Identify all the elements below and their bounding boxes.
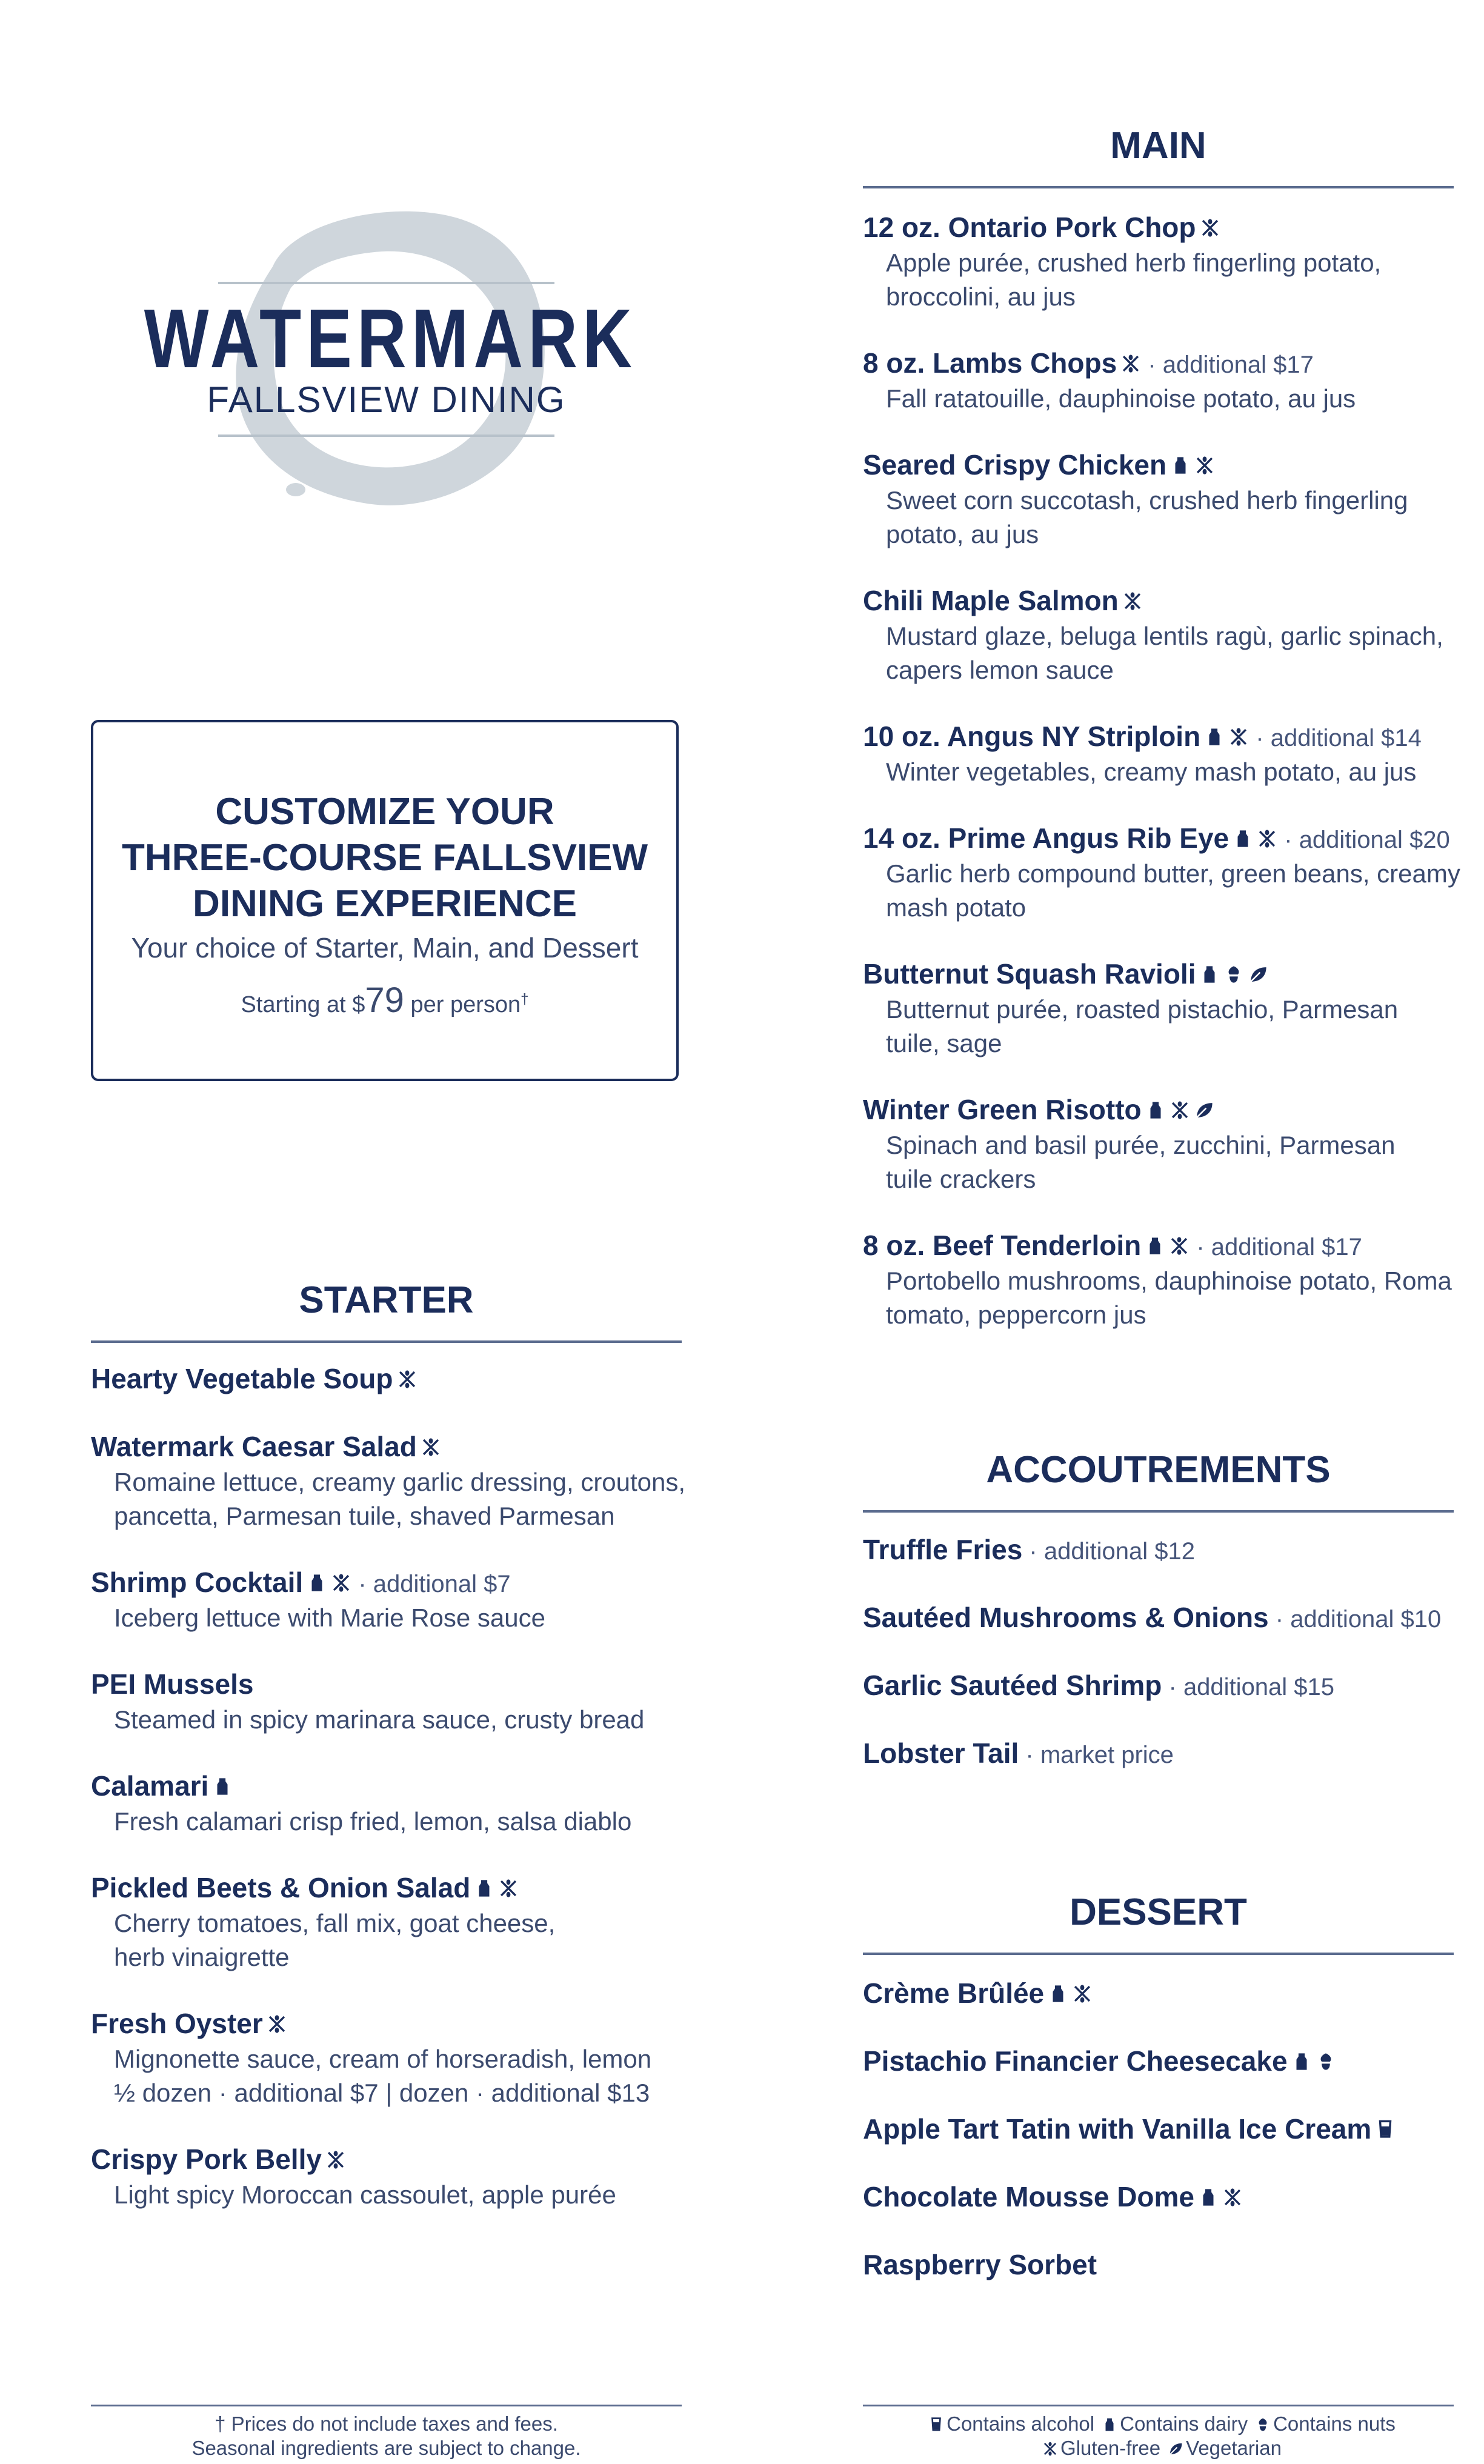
- gluten-free-icon: [267, 2008, 287, 2029]
- item-description-line: tomato, peppercorn jus: [886, 1300, 1146, 1329]
- item-description-line: tuile crackers: [886, 1165, 1036, 1193]
- item-name: Garlic Sautéed Shrimp: [863, 1670, 1162, 1701]
- dairy-icon: [1198, 2182, 1219, 2202]
- item-title-row: [91, 2007, 651, 2040]
- main-item: [863, 1093, 1396, 1196]
- gluten-free-icon: [1169, 1230, 1190, 1251]
- starter-divider: [91, 1340, 682, 1343]
- item-title-row: [91, 1566, 545, 1599]
- promo-title-line: CUSTOMIZE YOUR: [215, 791, 554, 833]
- item-price-note: · additional $7: [351, 1571, 511, 1597]
- item-description-line: potato, au jus: [886, 520, 1039, 548]
- gluten-free-icon: [1072, 1978, 1093, 1999]
- vegetarian-icon: [1248, 959, 1268, 979]
- gluten-free-icon: [397, 1364, 418, 1384]
- gluten-free-icon: [331, 1567, 351, 1588]
- gluten-free-icon: [421, 1431, 441, 1452]
- dessert-divider: [863, 1953, 1454, 1955]
- gluten-free-icon: [1228, 721, 1249, 742]
- main-item: [863, 822, 1460, 925]
- item-description: [863, 246, 1381, 314]
- starter-item: [91, 1566, 545, 1635]
- starter-item: [91, 1362, 418, 1395]
- dairy-icon: [1204, 721, 1225, 742]
- footer-note: [91, 2412, 682, 2460]
- item-title-row: [863, 1229, 1452, 1262]
- nuts-icon: [1255, 2414, 1271, 2429]
- item-name: Pickled Beets & Onion Salad: [91, 1872, 471, 1903]
- item-name: Crème Brûlée: [863, 1977, 1045, 2009]
- nuts-icon: [1223, 959, 1244, 979]
- item-name: Hearty Vegetable Soup: [91, 1363, 393, 1394]
- item-title-row: [863, 1093, 1396, 1126]
- item-title-row: [863, 957, 1398, 990]
- dairy-icon: [1199, 959, 1220, 979]
- item-description: [863, 619, 1443, 687]
- main-item: [863, 720, 1422, 789]
- item-description-line: herb vinaigrette: [114, 1943, 290, 1971]
- starter-heading: STARTER: [299, 1279, 474, 1321]
- item-description-line: Iceberg lettuce with Marie Rose sauce: [114, 1603, 546, 1632]
- item-title-row: [863, 584, 1443, 617]
- item-description: [91, 1805, 631, 1839]
- item-title-row: [863, 822, 1460, 854]
- main-divider: [863, 186, 1454, 188]
- item-name: Winter Green Risotto: [863, 1094, 1142, 1125]
- item-description: [863, 857, 1460, 925]
- item-description-line: Mustard glaze, beluga lentils ragù, garlic spinach,: [886, 622, 1443, 650]
- item-title-row: [91, 1430, 685, 1463]
- item-description: [91, 1465, 685, 1533]
- legend-label: Contains dairy: [1120, 2412, 1248, 2435]
- alcohol-icon: [1375, 2114, 1396, 2134]
- dairy-icon: [212, 1771, 233, 1791]
- main-item: [863, 584, 1443, 687]
- item-title-row: [863, 2113, 1396, 2145]
- main-item: [863, 347, 1356, 416]
- item-name: Seared Crispy Chicken: [863, 449, 1167, 481]
- item-description: [91, 2178, 616, 2212]
- item-description-line: Cherry tomatoes, fall mix, goat cheese,: [114, 1909, 556, 1937]
- item-name: Sautéed Mushrooms & Onions: [863, 1602, 1269, 1633]
- gluten-free-icon: [1257, 823, 1277, 844]
- accoutrements-item: [863, 1533, 1195, 1566]
- main-item: [863, 448, 1408, 551]
- gluten-free-icon: [1222, 2182, 1243, 2202]
- item-title-row: [863, 347, 1356, 379]
- starter-item: [91, 1770, 631, 1839]
- main-item: [863, 211, 1381, 314]
- item-description: [863, 1264, 1452, 1332]
- item-description-line: Spinach and basil purée, zucchini, Parmesan: [886, 1131, 1396, 1159]
- item-title-row: [863, 211, 1381, 244]
- item-description-line: pancetta, Parmesan tuile, shaved Parmesan: [114, 1502, 615, 1530]
- item-name: Lobster Tail: [863, 1737, 1019, 1769]
- item-description: [863, 755, 1422, 789]
- dessert-item: [863, 2045, 1336, 2077]
- item-name: Pistachio Financier Cheesecake: [863, 2045, 1288, 2077]
- item-name: 8 oz. Beef Tenderloin: [863, 1230, 1142, 1261]
- starter-item: [91, 1871, 555, 1974]
- price-mark: †: [521, 991, 529, 1008]
- item-name: Apple Tart Tatin with Vanilla Ice Cream: [863, 2113, 1372, 2145]
- item-name: Crispy Pork Belly: [91, 2143, 322, 2175]
- item-title-row: [863, 720, 1422, 753]
- vegetarian-icon: [1194, 1094, 1214, 1115]
- item-description: [863, 484, 1408, 551]
- footer-note-line: Seasonal ingredients are subject to change.: [191, 2437, 581, 2459]
- item-description-line: broccolini, au jus: [886, 282, 1076, 311]
- legend-label: Contains nuts: [1273, 2412, 1396, 2435]
- item-description: [863, 1128, 1396, 1196]
- item-description-line: tuile, sage: [886, 1029, 1002, 1057]
- item-title-row: [863, 1977, 1093, 2009]
- dietary-legend: [863, 2412, 1454, 2460]
- item-title-row: [863, 2045, 1336, 2077]
- dairy-icon: [1145, 1230, 1165, 1251]
- item-name: Shrimp Cocktail: [91, 1567, 304, 1598]
- item-description: [863, 382, 1356, 416]
- item-description-line: Apple purée, crushed herb fingerling potato,: [886, 248, 1382, 277]
- item-description: [863, 993, 1398, 1061]
- gluten-free-icon: [1042, 2438, 1058, 2454]
- starter-item: [91, 2143, 616, 2212]
- gluten-free-icon: [1200, 212, 1220, 233]
- item-price-note: · additional $17: [1141, 351, 1314, 378]
- item-title-row: [863, 2180, 1243, 2213]
- footer-right-rule: [863, 2405, 1454, 2406]
- gluten-free-icon: [325, 2144, 346, 2165]
- item-name: PEI Mussels: [91, 1668, 254, 1700]
- item-name: 14 oz. Prime Angus Rib Eye: [863, 822, 1229, 854]
- item-price-note: · additional $12: [1022, 1538, 1195, 1565]
- item-name: Chili Maple Salmon: [863, 585, 1119, 616]
- item-title-row: [91, 1770, 631, 1802]
- item-price-note: · additional $15: [1162, 1674, 1335, 1700]
- item-name: Fresh Oyster: [91, 2008, 263, 2039]
- legend-label: Contains alcohol: [947, 2412, 1095, 2435]
- item-title-row: [863, 1737, 1174, 1770]
- item-description: [91, 1703, 644, 1737]
- promo-title: [93, 789, 676, 927]
- accoutrements-heading: ACCOUTREMENTS: [986, 1449, 1331, 1491]
- dessert-item: [863, 2180, 1243, 2213]
- main-heading: MAIN: [1110, 125, 1206, 167]
- dairy-icon: [1102, 2414, 1117, 2429]
- vegetarian-icon: [1168, 2438, 1183, 2454]
- nuts-icon: [1316, 2046, 1336, 2066]
- legend-row: [863, 2436, 1454, 2460]
- item-price-note: · market price: [1019, 1742, 1174, 1768]
- dairy-icon: [1170, 450, 1191, 470]
- gluten-free-icon: [498, 1873, 519, 1893]
- price-amount: 79: [365, 981, 404, 1020]
- item-title-row: [91, 1362, 418, 1395]
- price-suffix: per person: [404, 992, 521, 1017]
- promo-box: [91, 720, 679, 1081]
- item-description-line: Mignonette sauce, cream of horseradish, lemon: [114, 2045, 652, 2073]
- item-price-note: · additional $17: [1190, 1234, 1362, 1260]
- starter-item: [91, 2007, 651, 2110]
- dairy-icon: [1145, 1094, 1166, 1115]
- item-title-row: [91, 1668, 644, 1700]
- item-title-row: [863, 1601, 1441, 1634]
- item-title-row: [91, 2143, 616, 2176]
- item-description-line: Fall ratatouille, dauphinoise potato, au jus: [886, 384, 1356, 413]
- item-name: 10 oz. Angus NY Striploin: [863, 721, 1201, 752]
- item-description-line: Romaine lettuce, creamy garlic dressing, croutons,: [114, 1468, 686, 1496]
- item-description: [91, 1601, 545, 1635]
- item-description-line: Sweet corn succotash, crushed herb fingerling: [886, 486, 1408, 514]
- item-name: Chocolate Mousse Dome: [863, 2181, 1194, 2213]
- item-description-line: ½ dozen · additional $7 | dozen · additional $13: [114, 2079, 650, 2107]
- dessert-heading: DESSERT: [1070, 1891, 1247, 1933]
- accoutrements-item: [863, 1669, 1334, 1702]
- item-name: 8 oz. Lambs Chops: [863, 347, 1117, 379]
- legend-label: Gluten-free: [1060, 2437, 1161, 2459]
- item-title-row: [863, 1669, 1334, 1702]
- item-description-line: capers lemon sauce: [886, 656, 1114, 684]
- starter-item: [91, 1430, 685, 1533]
- item-description-line: Butternut purée, roasted pistachio, Parmesan: [886, 995, 1399, 1024]
- main-item: [863, 1229, 1452, 1332]
- starter-item: [91, 1668, 644, 1737]
- item-description-line: Light spicy Moroccan cassoulet, apple purée: [114, 2180, 616, 2209]
- item-description-line: Steamed in spicy marinara sauce, crusty bread: [114, 1705, 645, 1734]
- dessert-item: [863, 2113, 1396, 2145]
- item-description: [91, 2042, 651, 2110]
- item-name: 12 oz. Ontario Pork Chop: [863, 211, 1196, 243]
- item-price-note: · additional $14: [1249, 725, 1422, 751]
- promo-price: [93, 980, 676, 1021]
- dairy-icon: [1233, 823, 1253, 844]
- promo-title-line: THREE-COURSE FALLSVIEW: [121, 837, 648, 879]
- item-name: Truffle Fries: [863, 1534, 1023, 1565]
- accoutrements-item: [863, 1601, 1441, 1634]
- gluten-free-icon: [1194, 450, 1215, 470]
- logo-subtitle: FALLSVIEW DINING: [207, 379, 566, 420]
- price-prefix: Starting at: [241, 992, 353, 1017]
- footer-left-rule: [91, 2405, 682, 2406]
- dairy-icon: [474, 1873, 494, 1893]
- dairy-icon: [1048, 1978, 1068, 1999]
- promo-subtitle: Your choice of Starter, Main, and Dessert: [131, 932, 639, 964]
- item-description-line: Garlic herb compound butter, green beans, creamy: [886, 859, 1460, 888]
- legend-label: Vegetarian: [1186, 2437, 1282, 2459]
- logo-wordmark: WATERMARK: [144, 292, 637, 385]
- item-description-line: mash potato: [886, 893, 1026, 922]
- item-price-note: · additional $20: [1277, 827, 1450, 853]
- legend-row: [863, 2412, 1454, 2436]
- dairy-icon: [1291, 2046, 1312, 2066]
- gluten-free-icon: [1122, 585, 1143, 606]
- gluten-free-icon: [1120, 348, 1141, 368]
- price-currency: $: [352, 992, 365, 1017]
- dessert-item: [863, 1977, 1093, 2009]
- item-description-line: Winter vegetables, creamy mash potato, au jus: [886, 758, 1417, 786]
- accoutrements-divider: [863, 1510, 1454, 1513]
- item-title-row: [863, 2248, 1097, 2281]
- item-title-row: [863, 448, 1408, 481]
- main-item: [863, 957, 1398, 1061]
- item-name: Calamari: [91, 1770, 209, 1802]
- item-price-note: · additional $10: [1268, 1606, 1442, 1633]
- item-title-row: [91, 1871, 555, 1904]
- promo-title-line: DINING EXPERIENCE: [193, 883, 577, 925]
- item-name: Raspberry Sorbet: [863, 2249, 1097, 2280]
- item-description-line: Portobello mushrooms, dauphinoise potato, Roma: [886, 1267, 1452, 1295]
- dairy-icon: [307, 1567, 327, 1588]
- logo: [91, 188, 682, 539]
- item-title-row: [863, 1533, 1195, 1566]
- item-description-line: Fresh calamari crisp fried, lemon, salsa diablo: [114, 1807, 632, 1836]
- gluten-free-icon: [1170, 1094, 1190, 1115]
- accoutrements-item: [863, 1737, 1174, 1770]
- item-description: [91, 1906, 555, 1974]
- alcohol-icon: [928, 2414, 944, 2429]
- item-name: Butternut Squash Ravioli: [863, 958, 1196, 990]
- item-name: Watermark Caesar Salad: [91, 1431, 417, 1462]
- dessert-item: [863, 2248, 1097, 2281]
- footer-note-line: † Prices do not include taxes and fees.: [215, 2412, 558, 2435]
